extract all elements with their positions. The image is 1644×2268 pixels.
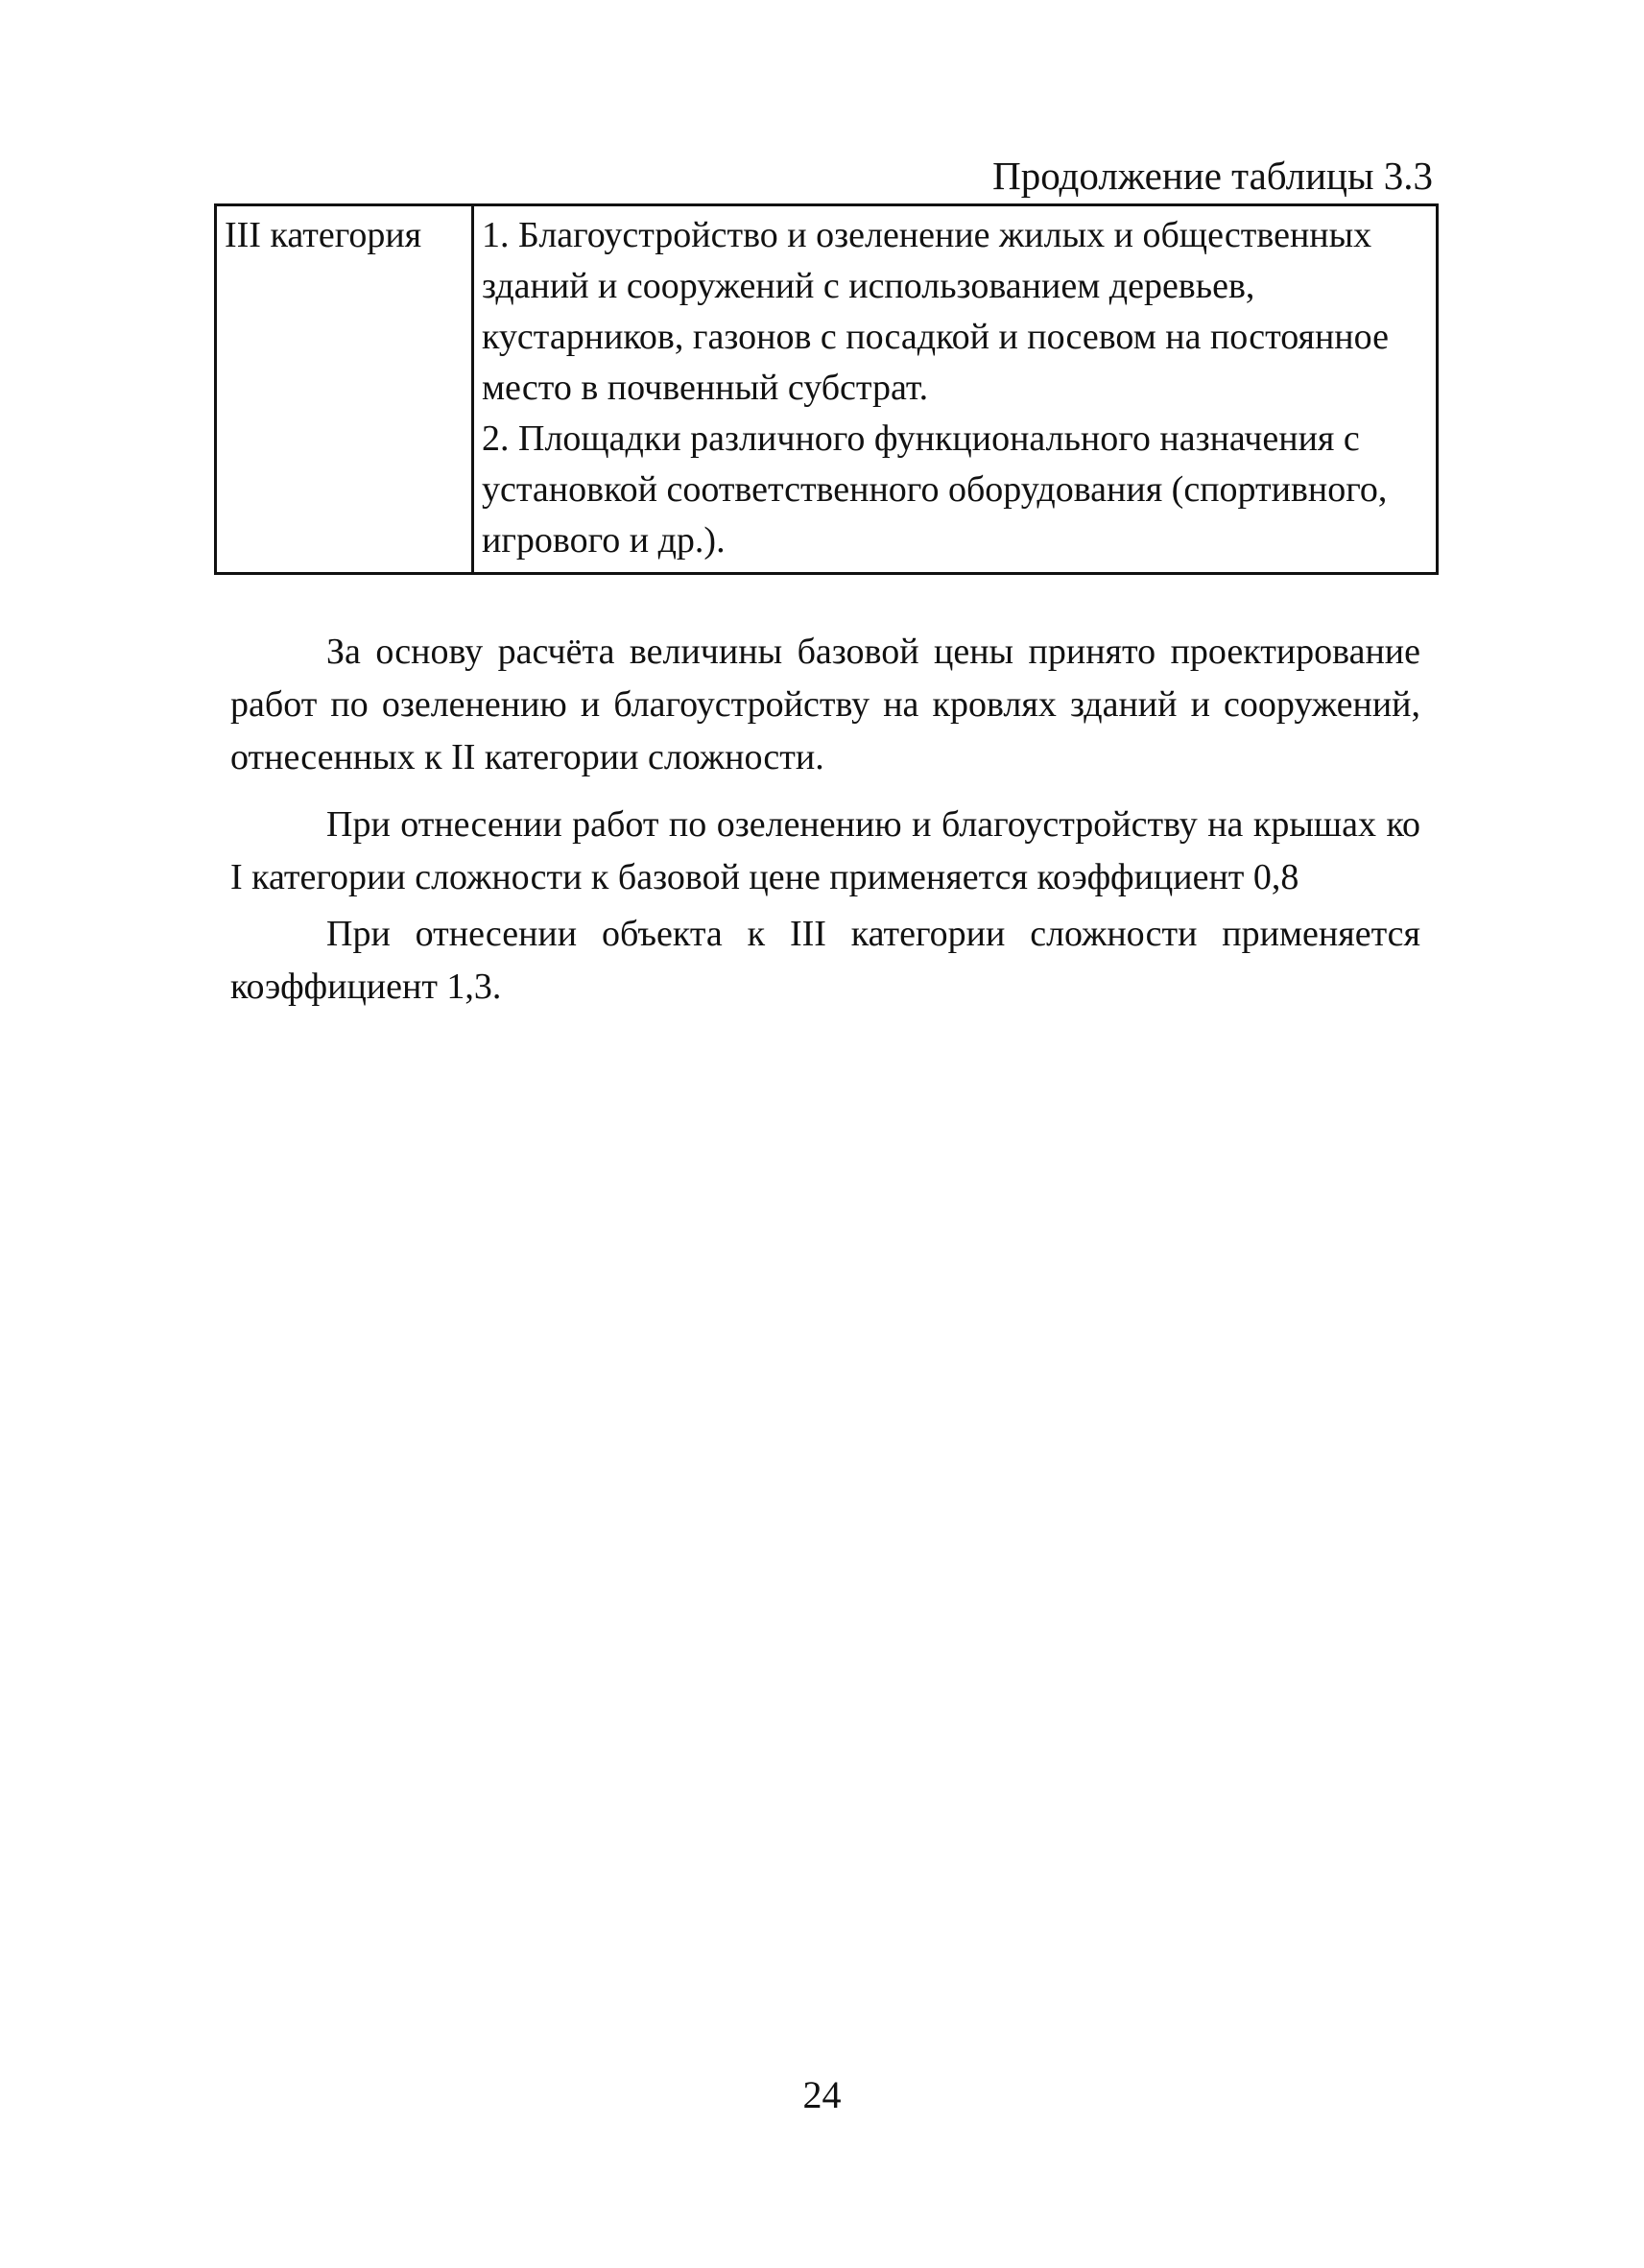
category-table [214, 203, 1439, 575]
paragraph-base-price: За основу расчёта величины базовой цены принято проектирование работ по озеленению и благоустройству на кровлях зданий и сооружений, отнесенных к II категории сложности. [230, 632, 1420, 777]
category-cell: III категория [216, 205, 473, 574]
description-item-1: 1. Благоустройство и озеленение жилых и общественных зданий и сооружений с использованием деревьев, кустарников, газонов с посадкой и посевом на постоянное место в почвенный субстрат. [482, 215, 1389, 408]
table-continuation-label: Продолжение таблицы 3.3 [992, 154, 1433, 198]
page-number: 24 [802, 2073, 842, 2116]
paragraph-category-3-coefficient: При отнесении объекта к III категории сложности применяется коэффициент 1,3. [230, 914, 1420, 1007]
description-cell [473, 205, 1438, 574]
table-row [216, 205, 1438, 574]
description-item-2: 2. Площадки различного функционального назначения с установкой соответственного оборудования (спортивного, игрового и др.). [482, 418, 1388, 561]
paragraph-category-1-coefficient: При отнесении работ по озеленению и благоустройству на крышах ко I категории сложности к базовой цене применяется коэффициент 0,8 [230, 804, 1420, 897]
